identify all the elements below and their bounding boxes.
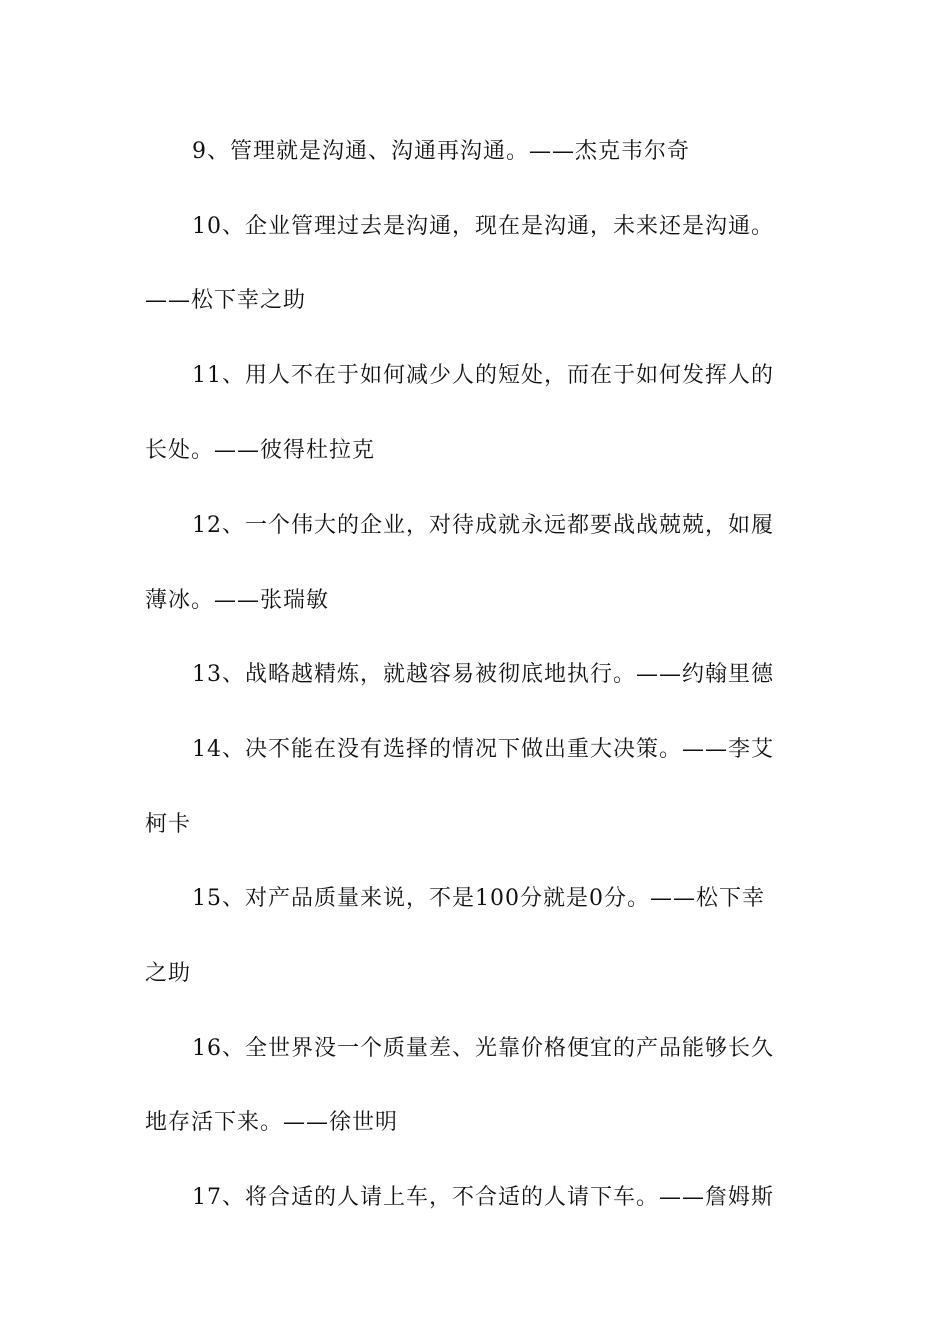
quote-13-line-1: 13、战略越精炼，就越容易被彻底地执行。——约翰里德 bbox=[192, 662, 774, 687]
quote-16-line-1: 16、全世界没一个质量差、光靠价格便宜的产品能够长久 bbox=[192, 1036, 774, 1061]
quote-15-line-1: 15、对产品质量来说，不是100分就是0分。——松下幸 bbox=[192, 886, 765, 911]
quote-14-line-2: 柯卡 bbox=[145, 812, 192, 837]
quote-10-line-2: ——松下幸之助 bbox=[145, 288, 307, 313]
quote-9-line-1: 9、管理就是沟通、沟通再沟通。——杰克韦尔奇 bbox=[192, 139, 690, 164]
quote-11-line-2: 长处。——彼得杜拉克 bbox=[145, 438, 376, 463]
quote-12-line-1: 12、一个伟大的企业，对待成就永远都要战战兢兢，如履 bbox=[192, 513, 774, 538]
quote-17-line-1: 17、将合适的人请上车，不合适的人请下车。——詹姆斯 bbox=[192, 1185, 774, 1210]
quote-16-line-2: 地存活下来。——徐世明 bbox=[145, 1110, 399, 1135]
quote-12-line-2: 薄冰。——张瑞敏 bbox=[145, 588, 330, 613]
quote-11-line-1: 11、用人不在于如何减少人的短处，而在于如何发挥人的 bbox=[192, 363, 774, 388]
quote-15-line-2: 之助 bbox=[145, 961, 192, 986]
quote-14-line-1: 14、决不能在没有选择的情况下做出重大决策。——李艾 bbox=[192, 737, 774, 762]
quote-10-line-1: 10、企业管理过去是沟通，现在是沟通，未来还是沟通。 bbox=[192, 214, 774, 239]
